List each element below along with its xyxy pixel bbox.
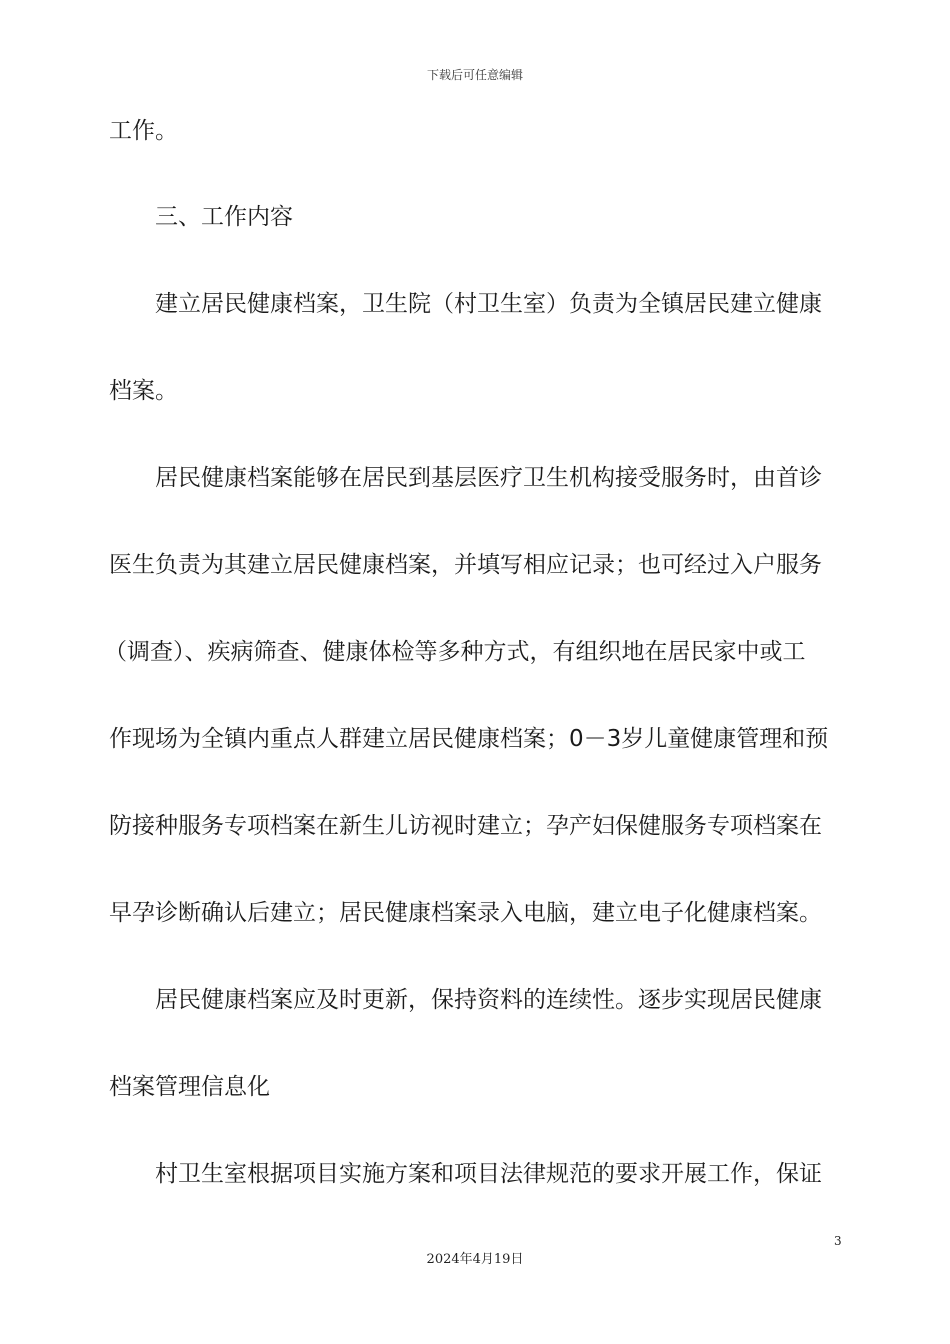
section-heading: 三、工作内容	[155, 204, 293, 230]
paragraph-line: 医生负责为其建立居民健康档案，并填写相应记录；也可经过入户服务	[109, 552, 822, 578]
page-number: 3	[834, 1234, 842, 1248]
paragraph-line: 早孕诊断确认后建立；居民健康档案录入电脑，建立电子化健康档案。	[109, 900, 822, 926]
paragraph-line: 工作。	[109, 118, 178, 144]
paragraph-line: 档案管理信息化	[109, 1074, 270, 1100]
paragraph-line: 档案。	[109, 378, 178, 404]
footer-date: 2024年4月19日	[426, 1252, 524, 1267]
page-header: 下载后可任意编辑	[426, 68, 523, 82]
paragraph-line: 作现场为全镇内重点人群建立居民健康档案；0－3岁儿童健康管理和预	[109, 726, 829, 752]
paragraph-line: 防接种服务专项档案在新生儿访视时建立；孕产妇保健服务专项档案在	[109, 813, 822, 839]
paragraph-line: 村卫生室根据项目实施方案和项目法律规范的要求开展工作，保证	[155, 1161, 822, 1187]
paragraph-line: 居民健康档案能够在居民到基层医疗卫生机构接受服务时，由首诊	[155, 465, 822, 491]
paragraph-line: 居民健康档案应及时更新，保持资料的连续性。逐步实现居民健康	[155, 987, 822, 1013]
paragraph-line: 建立居民健康档案，卫生院（村卫生室）负责为全镇居民建立健康	[155, 291, 822, 317]
paragraph-line: （调查）、疾病筛查、健康体检等多种方式，有组织地在居民家中或工	[104, 639, 806, 665]
